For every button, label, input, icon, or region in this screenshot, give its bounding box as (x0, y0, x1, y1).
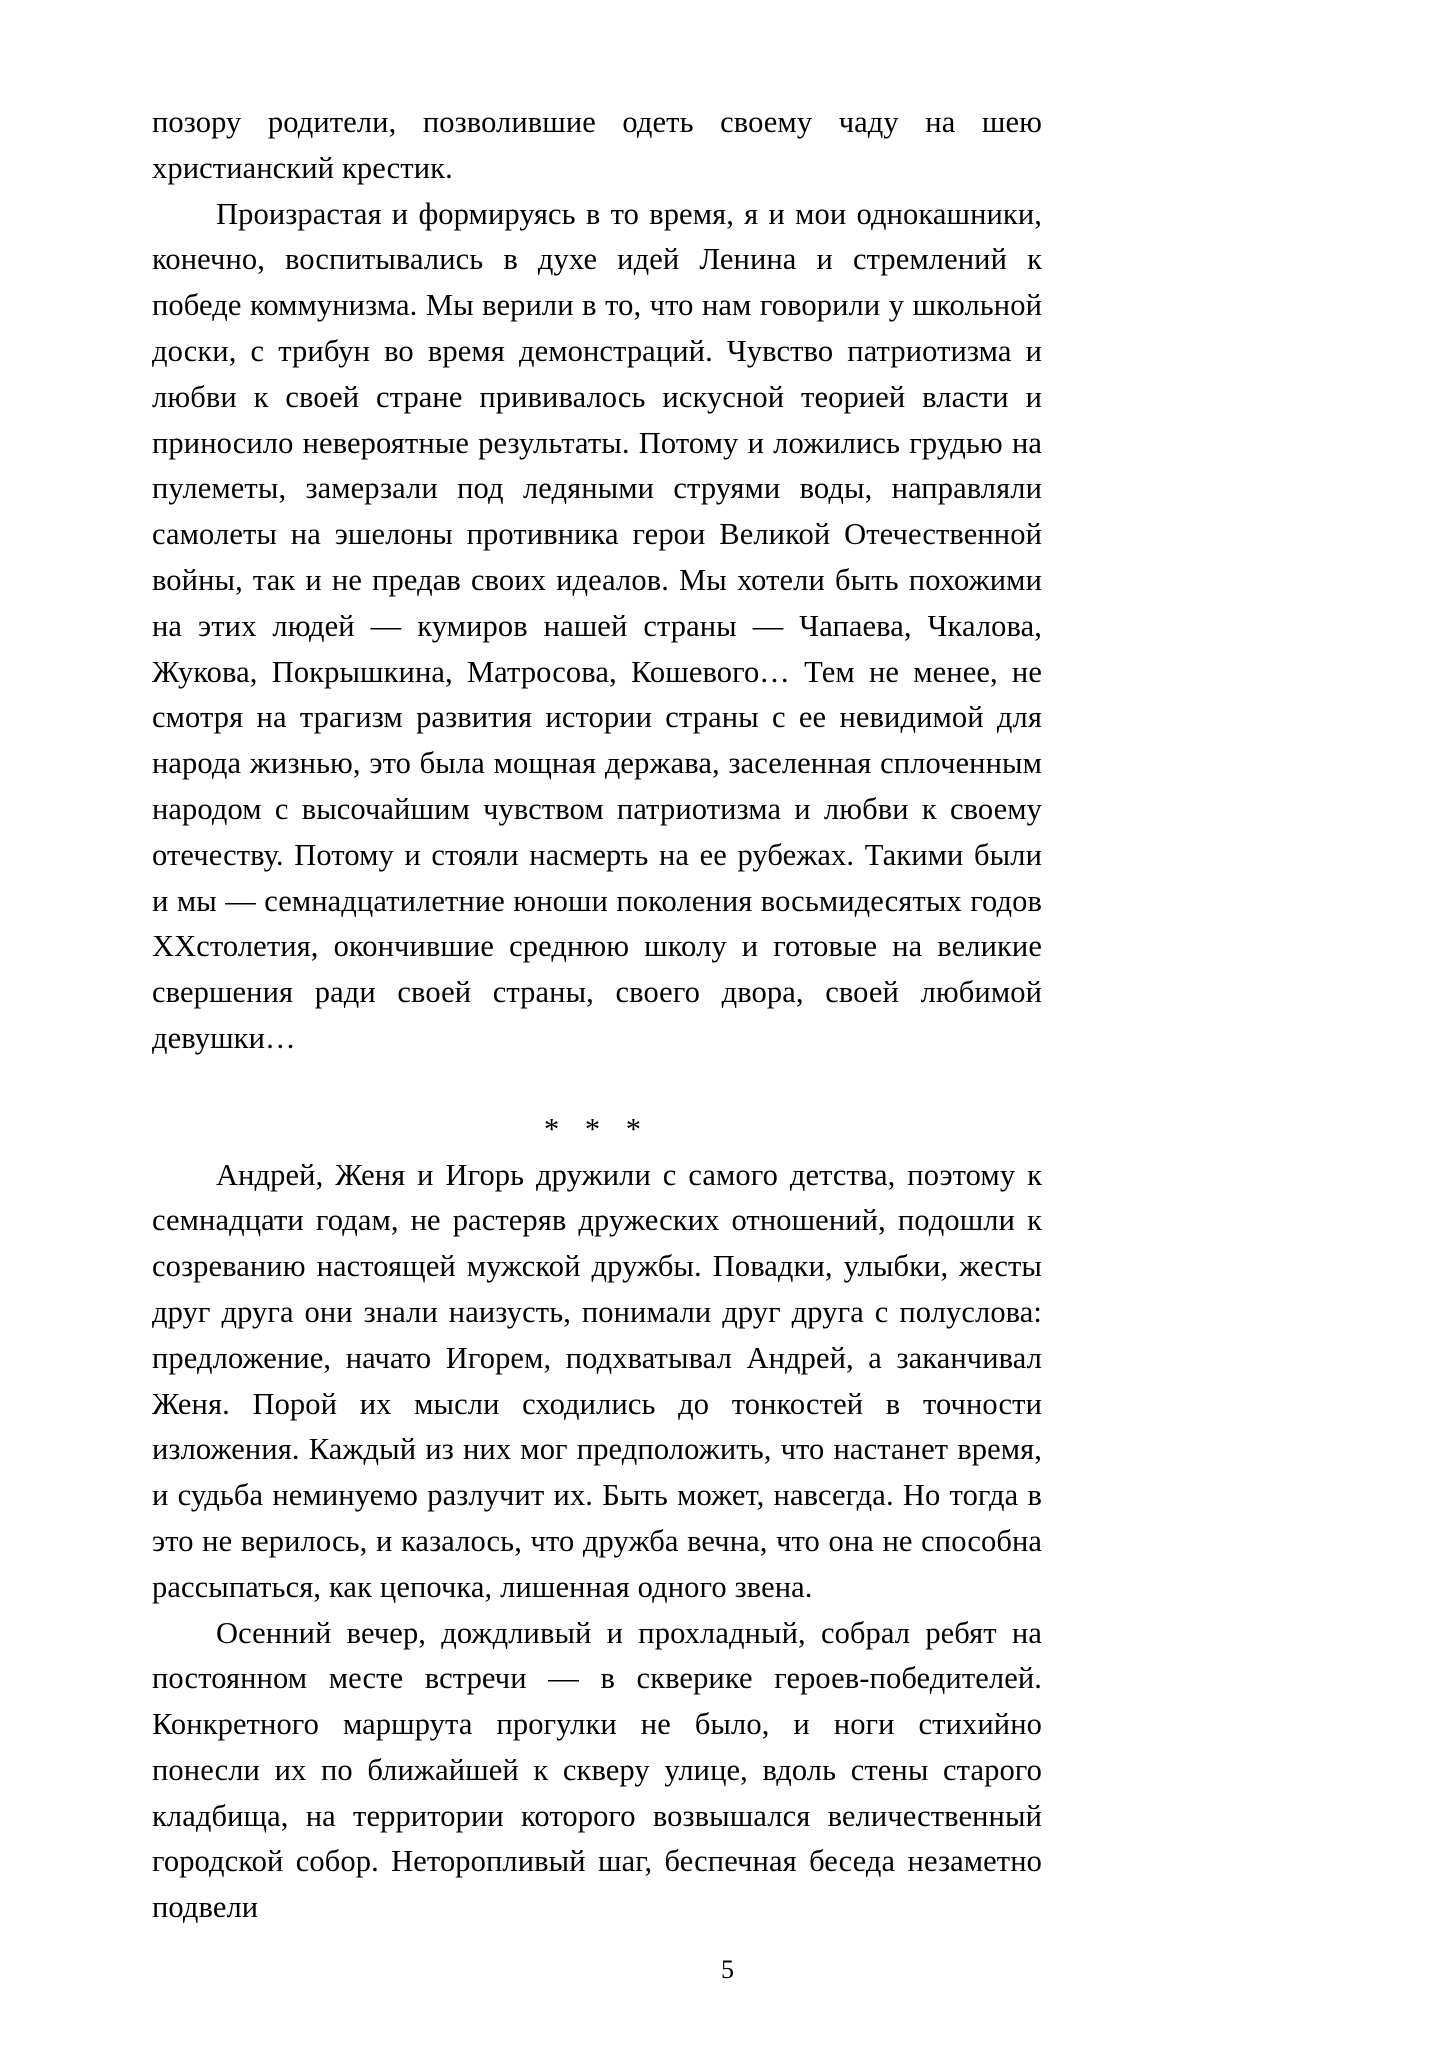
page-number: 5 (721, 1955, 734, 1984)
divider-spacer-above (152, 1062, 1042, 1107)
page-text-body (152, 100, 1042, 1931)
paragraph-autumn-evening: Осенний вечер, дождливый и прохладный, собрал ребят на постоянном месте встречи — в скверике героев-победителей. Конкретного маршрута прогулки не было, и ноги стихийно понесли их по ближайшей к скверу улице, вдоль стены старого кладбища, на территории которого возвышался величественный городской собор. Неторопливый шаг, беспечная беседа незаметно подвели (152, 1615, 1042, 1925)
section-divider-asterisks: * * * (544, 1111, 650, 1146)
paragraph-continuation: позору родители, позволившие одеть своему чаду на шею христианский крестик. (152, 105, 1042, 185)
paragraph-soviet-upbringing: Произрастая и формируясь в то время, я и мои однокашники, конечно, воспитывались в духе идей Ленина и стремлений к победе коммунизма. Мы верили в то, что нам говорили у школьной доски, с трибун во время демонстраций. Чувство патриотизма и любви к своей стране прививалось искусной теорией власти и приносило невероятные результаты. Потому и ложились грудью на пулеметы, замерзали под ледяными струями воды, направляли самолеты на эшелоны противника герои Великой Отечественной войны, так и не предав своих идеалов. Мы хотели быть похожими на этих людей — кумиров нашей страны — Чапаева, Чкалова, Жукова, Покрышкина, Матросова, Кошевого… Тем не менее, не смотря на трагизм развития истории страны с ее невидимой для народа жизнью, это была мощная держава, заселенная сплоченным народом с высочайшим чувством патриотизма и любви к своему отечеству. Потому и стояли насмерть на ее рубежах. Такими были и мы — семнадцатилетние юноши поколения восьмидесятых годов ХХстолетия, окончившие среднюю школу и готовые на великие свершения ради своей страны, своего двора, своей любимой девушки… (152, 196, 1042, 1055)
paragraph-three-friends: Андрей, Женя и Игорь дружили с самого детства, поэтому к семнадцати годам, не растеряв дружеских отношений, подошли к созреванию настоящей мужской дружбы. Повадки, улыбки, жесты друг друга они знали наизусть, понимали друг друга с полуслова: предложение, начато Игорем, подхватывал Андрей, а заканчивал Женя. Порой их мысли сходились до тонкостей в точности изложения. Каждый из них мог предположить, что настанет время, и судьба неминуемо разлучит их. Быть может, навсегда. Но тогда в это не верилось, и казалось, что дружба вечна, что она не способна рассыпаться, как цепочка, лишенная одного звена. (152, 1157, 1042, 1604)
